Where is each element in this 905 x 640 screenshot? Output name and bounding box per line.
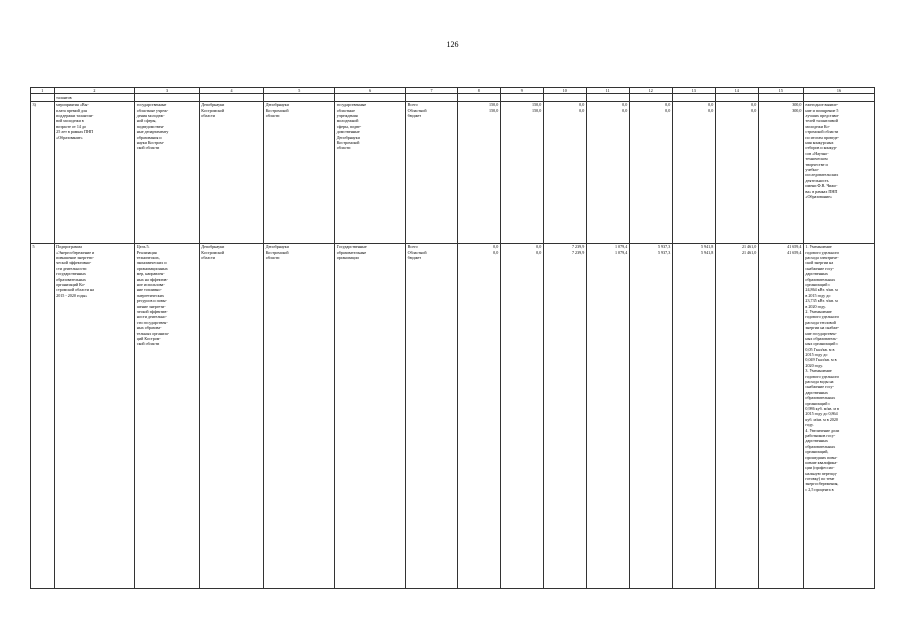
cell-line: 3. Уменьшение <box>805 368 832 374</box>
cell-line: ресурсов и повы- <box>136 298 167 304</box>
col-number: 7 <box>406 88 458 94</box>
cell-line: образовательных <box>56 276 86 282</box>
cell-line: Костромской <box>201 107 225 113</box>
cell-line: области <box>265 113 280 119</box>
cell-line: повышение энергети- <box>56 255 94 261</box>
amount-cell <box>500 243 543 588</box>
cell-line: ности деятельно- <box>136 314 167 320</box>
cell-line: 7 239,9 <box>571 244 585 250</box>
amount-cell <box>629 243 672 588</box>
recipient-cell <box>335 243 406 588</box>
cell-line: дарственных <box>805 438 828 444</box>
gras-cell <box>199 243 264 588</box>
cell-line: поддержки талантли- <box>56 113 94 119</box>
cell-line: учебно- <box>805 166 820 172</box>
cell-line: молодежи Ко- <box>805 123 830 129</box>
table-row <box>31 243 875 588</box>
row-number: 3) <box>31 101 55 243</box>
cell-line: 0,986 куб. м/кв. м в <box>805 406 839 411</box>
col-number: 14 <box>715 88 758 94</box>
cell-line: организаций Ко- <box>56 282 86 288</box>
cell-line: расхода тепловой <box>805 319 836 325</box>
cell-line: 0,0 <box>751 102 757 108</box>
amount-cell <box>715 243 758 588</box>
col-number: 15 <box>758 88 803 94</box>
measure-cell <box>54 243 135 588</box>
cell-line: 1 079,4 <box>614 249 628 255</box>
amount-cell <box>457 101 500 243</box>
amount-cell <box>457 243 500 588</box>
cell-line: областные <box>336 107 355 113</box>
result-cell <box>803 101 874 243</box>
col-number: 1 <box>31 88 55 94</box>
cell-line: по итогам проведе- <box>805 134 839 140</box>
cell-line: 24,864 кВт. ч/кв. м <box>805 287 838 293</box>
cell-line: 5 937,3 <box>657 249 671 255</box>
cell-line: в 2015 году до <box>805 292 831 298</box>
recipient-cell <box>335 101 406 243</box>
cell-line: Костромской <box>201 249 225 255</box>
col-number: 3 <box>135 88 200 94</box>
cell-line: 5 937,3 <box>657 244 671 250</box>
cell-line: ние и поощрение 5 <box>805 107 839 113</box>
cell-line: ской области <box>136 145 160 151</box>
cell-line: тельных организа- <box>136 330 170 336</box>
cell-line: областные учреж- <box>136 107 169 113</box>
cell-line: 2015 году до <box>805 352 828 358</box>
page-number: 126 <box>446 40 459 49</box>
cell-line: годового удельного <box>805 249 840 255</box>
cell-line: 300,0 <box>792 102 802 108</box>
cell-line: 0,0 <box>665 107 671 113</box>
col-number: 11 <box>586 88 629 94</box>
budget-table <box>30 87 875 589</box>
cell-line: 0,049 Гкал/кв. м в <box>805 357 837 363</box>
cell-line: Реализация <box>136 249 157 255</box>
cell-line: «Энергосбережение и <box>56 249 95 255</box>
cell-line: вой молодежи в <box>56 118 84 124</box>
cell-line: с 2,5 процента в <box>805 486 834 492</box>
cell-line: 41 659,4 <box>787 244 802 250</box>
cell-line: телей талантливой <box>805 118 838 124</box>
cell-line: ных организаций с <box>805 341 839 347</box>
cell-line: Депобрнауки <box>201 244 225 250</box>
cell-line: ской области <box>136 341 160 347</box>
cell-line: ной сферы, <box>136 118 157 124</box>
cell-line: нальную перепод- <box>805 470 838 476</box>
coexecutor-cell <box>264 101 335 243</box>
cell-line: энергосбережения, <box>805 481 839 487</box>
cell-line: 2015 - 2020 годы» <box>56 292 88 298</box>
cell-line: 7 239,9 <box>571 249 585 255</box>
cell-line: сферы, подве- <box>336 123 362 129</box>
result-cell <box>803 243 874 588</box>
cell-line: Государственные <box>336 244 367 250</box>
cell-line: стромской области на <box>56 287 94 293</box>
cell-line: ных образова- <box>136 325 162 331</box>
cell-line: Депобрнауки <box>336 134 360 140</box>
cell-line: ва» в рамках ПНП <box>805 188 838 194</box>
cell-line: Депобрнауки <box>201 102 225 108</box>
row-number: 5 <box>31 243 55 588</box>
cell-line: исследовательских <box>805 172 839 178</box>
cell-line: ций Костром- <box>136 335 161 341</box>
cell-line: дарственных <box>805 389 828 395</box>
cell-line: 0,05 Гкал/кв. м в <box>805 346 835 352</box>
amount-cell <box>543 101 586 243</box>
cell-line: 21 461,0 <box>741 249 757 255</box>
cell-line: годового удельного <box>805 373 840 379</box>
cell-line: Всего <box>407 102 418 108</box>
col-number: 12 <box>629 88 672 94</box>
cell-line: 0,0 <box>665 102 671 108</box>
cell-line: ческой эффектив- <box>136 308 168 314</box>
cell-line: расхода электриче- <box>805 255 839 261</box>
cell-line: шение энергети- <box>136 303 166 309</box>
amount-cell <box>758 101 803 243</box>
cell-line: организаций с <box>805 282 831 288</box>
cell-line: плата премий для <box>56 107 87 113</box>
cell-line: мероприятия «Вы- <box>56 102 89 108</box>
cell-line: 150,0 <box>489 102 499 108</box>
cell-line: возрасте от 14 до <box>56 123 87 129</box>
cell-line: Костромской <box>265 249 289 255</box>
cell-line: образования и <box>136 134 162 140</box>
cell-line: шение квалифика- <box>805 459 838 465</box>
cell-line: бюджет <box>407 113 422 119</box>
amount-cell <box>629 101 672 243</box>
cell-line: Депобрнауки <box>265 244 289 250</box>
amount-cell <box>500 101 543 243</box>
continuation-text: талантов <box>54 94 135 101</box>
cell-line: 0,0 <box>579 107 585 113</box>
cell-line: лучших представи- <box>805 113 840 119</box>
cell-line: имени Ф.В. Чижо- <box>805 183 838 189</box>
amount-cell <box>758 243 803 588</box>
cell-line: году. <box>805 422 814 428</box>
cell-line: деятельность <box>805 177 829 183</box>
cell-line: 150,0 <box>532 102 542 108</box>
cell-line: Подпрограмма <box>56 244 82 250</box>
col-number: 5 <box>264 88 335 94</box>
cell-line: мер, направлен- <box>136 271 165 277</box>
col-number: 8 <box>457 88 500 94</box>
cell-line: 0,0 <box>708 102 714 108</box>
cell-line: ных на эффектив- <box>136 276 168 282</box>
amount-cell <box>672 101 715 243</box>
executor-cell <box>135 101 200 243</box>
cell-line: 4. Увеличение доли <box>805 427 840 433</box>
cell-line: работников госу- <box>805 432 836 438</box>
cell-line: организаций с <box>805 400 831 406</box>
cell-line: учреждения <box>336 113 358 119</box>
cell-line: 41 659,4 <box>787 249 802 255</box>
cell-line: области <box>201 113 215 119</box>
cell-line: 150,0 <box>532 107 542 113</box>
col-number: 16 <box>803 88 874 94</box>
cell-line: Всего <box>407 244 418 250</box>
cell-line: молодежной <box>336 118 359 124</box>
cell-line: «Образование» <box>56 134 83 140</box>
cell-line: образовательных <box>805 443 836 449</box>
table-row <box>31 101 875 243</box>
cell-line: Костромской <box>265 107 289 113</box>
cell-line: прошедших повы- <box>805 454 838 460</box>
amount-cell <box>586 243 629 588</box>
cell-line: Депобрнауки <box>265 102 289 108</box>
cell-line: энергетических <box>136 292 165 298</box>
cell-line: 0,0 <box>536 249 542 255</box>
cell-line: ние государствен- <box>805 330 837 336</box>
cell-line: ные департаменту <box>136 129 169 135</box>
cell-line: техническом <box>805 156 828 162</box>
cell-line: 0,0 <box>493 249 499 255</box>
cell-line: организации <box>336 255 359 261</box>
measure-cell <box>54 101 135 243</box>
cell-line: 0,0 <box>536 244 542 250</box>
cell-line: Областной <box>407 249 427 255</box>
cell-line: дарственных <box>805 271 828 277</box>
cell-line: снабжение госу- <box>805 265 834 271</box>
cell-line: области <box>265 255 280 261</box>
cell-line: сти деятельности <box>56 265 87 271</box>
cell-line: 0,0 <box>493 244 499 250</box>
cell-line: государственные <box>336 102 367 108</box>
cell-line: 300,0 <box>792 107 802 113</box>
amount-cell <box>586 101 629 243</box>
cell-line: организаций, <box>805 449 829 455</box>
col-number: 2 <box>54 88 135 94</box>
cell-line: 0,0 <box>622 102 628 108</box>
cell-line: готовку) по теме <box>805 476 835 482</box>
cell-line: 21 461,0 <box>741 244 757 250</box>
continuation-row <box>31 94 875 101</box>
cell-line: 2015 году до 0,864 <box>805 411 838 417</box>
cell-line: 2020 году. <box>805 362 823 368</box>
cell-line: 1. Уменьшение <box>805 244 832 250</box>
cell-line: Костромской <box>336 140 360 146</box>
cell-line: 23,735 кВт. ч/кв. м <box>805 298 838 304</box>
funding-source-cell <box>406 243 458 588</box>
cell-line: Областной <box>407 107 427 113</box>
cell-line: ние топливно- <box>136 287 162 293</box>
cell-line: куб. м/кв. м в 2020 <box>805 416 838 422</box>
cell-line: технических, <box>136 255 160 261</box>
cell-line: «Образование» <box>805 193 832 199</box>
cell-line: 0,0 <box>708 107 714 113</box>
cell-line: сов «Научно- <box>805 150 829 156</box>
cell-line: сти государствен- <box>136 319 168 325</box>
col-number: 10 <box>543 88 586 94</box>
cell-line: области <box>336 145 351 151</box>
cell-line: подведомствен- <box>136 123 165 129</box>
cell-line: ции (профессио- <box>805 465 835 471</box>
cell-line: дения молодеж- <box>136 113 165 119</box>
cell-line: 5 941,8 <box>700 249 714 255</box>
cell-line: науки Костром- <box>136 140 165 146</box>
cell-line: 5 941,8 <box>700 244 714 250</box>
col-number: 9 <box>500 88 543 94</box>
cell-line: государственных <box>56 271 86 277</box>
cell-line: Цель 5. <box>136 244 150 250</box>
cell-line: 0,0 <box>622 107 628 113</box>
cell-line: расхода воды на <box>805 379 834 385</box>
executor-cell <box>135 243 200 588</box>
cell-line: ежегодное выявле- <box>805 102 839 108</box>
cell-line: ческой эффективно- <box>56 260 92 266</box>
cell-line: энергии на снабже- <box>805 325 840 331</box>
amount-cell <box>715 101 758 243</box>
cell-line: стромской области <box>805 129 839 135</box>
cell-line: ской энергии на <box>805 260 834 266</box>
col-number: 6 <box>335 88 406 94</box>
cell-line: области <box>201 255 215 261</box>
cell-line: бюджет <box>407 255 422 261</box>
cell-line: 150,0 <box>489 107 499 113</box>
col-number: 13 <box>672 88 715 94</box>
cell-line: экономических и <box>136 260 167 266</box>
cell-line: домственные <box>336 129 360 135</box>
cell-line: творчестве и <box>805 161 828 167</box>
cell-line: организационных <box>136 265 168 271</box>
cell-line: 0,0 <box>579 102 585 108</box>
gras-cell <box>199 101 264 243</box>
amount-cell <box>672 243 715 588</box>
amount-cell <box>543 243 586 588</box>
cell-line: образовательные <box>336 249 367 255</box>
cell-line: образовательных <box>805 276 836 282</box>
cell-line: 0,0 <box>751 107 757 113</box>
cell-line: государственные <box>136 102 167 108</box>
cell-line: годового удельного <box>805 314 840 320</box>
cell-line: 25 лет в рамках ПНП <box>56 129 94 135</box>
cell-line: ных образователь- <box>805 335 838 341</box>
funding-source-cell <box>406 101 458 243</box>
cell-line: снабжение госу- <box>805 384 834 390</box>
cell-line: 1 079,4 <box>614 244 628 250</box>
cell-line: ния конкурсных <box>805 140 834 146</box>
cell-line: в 2020 году. <box>805 303 826 309</box>
cell-line: 2. Уменьшение <box>805 308 832 314</box>
col-number: 4 <box>199 88 264 94</box>
coexecutor-cell <box>264 243 335 588</box>
cell-line: ное использова- <box>136 282 165 288</box>
cell-line: отборов и конкур- <box>805 145 838 151</box>
cell-line: образовательных <box>805 395 836 401</box>
